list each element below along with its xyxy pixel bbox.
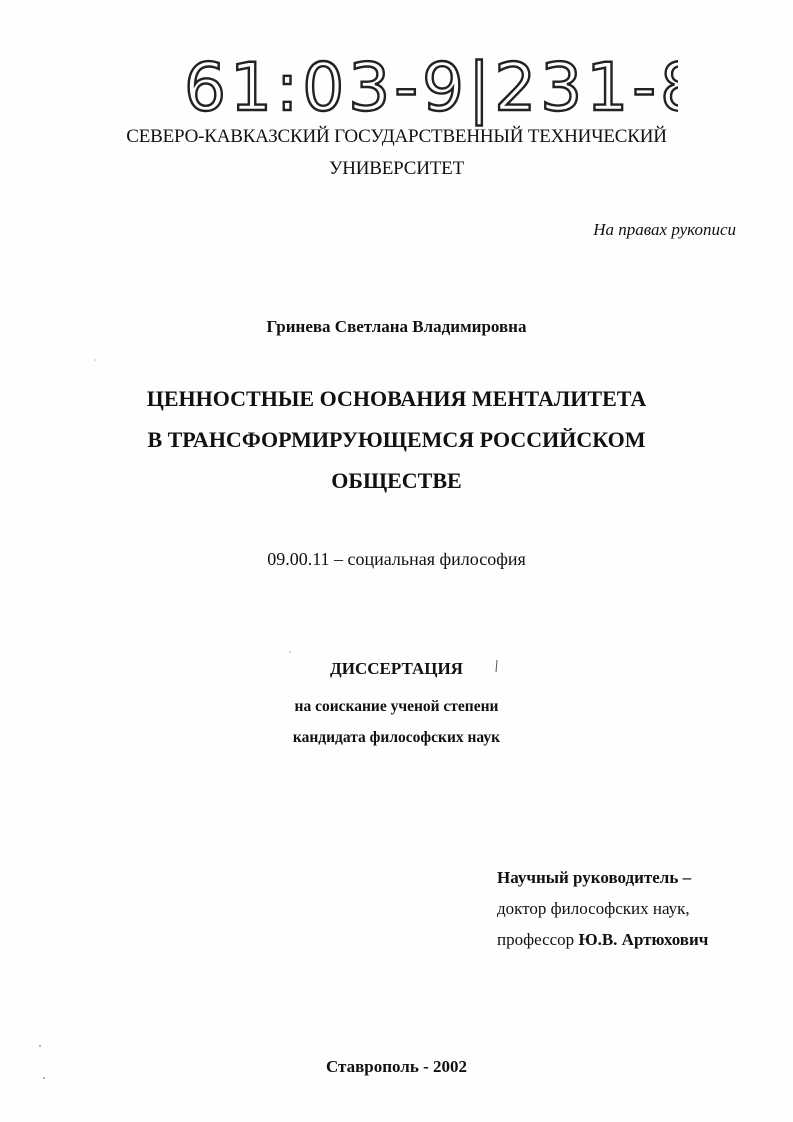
advisor-name: Ю.В. Артюхович	[578, 930, 709, 949]
advisor-rank: профессор	[497, 930, 575, 949]
manuscript-rights-note: На правах рукописи	[593, 220, 736, 239]
advisor-degree: доктор философских наук,	[497, 899, 690, 918]
handwritten-code-text: 61:03-9|231-8	[184, 49, 678, 126]
title-line-3: ОБЩЕСТВЕ	[331, 468, 462, 493]
title-line-1: ЦЕННОСТНЫЕ ОСНОВАНИЯ МЕНТАЛИТЕТА	[146, 386, 647, 411]
degree-description	[0, 691, 793, 753]
dissertation-heading: ДИССЕРТАЦИЯ	[330, 659, 463, 678]
scientific-advisor	[497, 862, 708, 955]
advisor-rank-name	[497, 924, 708, 955]
degree-line-2: кандидата философских наук	[292, 729, 501, 746]
handwritten-code-drawing	[178, 40, 678, 130]
specialty-code: 09.00.11 – социальная философия	[267, 549, 526, 569]
university-line-1: СЕВЕРО-КАВКАЗСКИЙ ГОСУДАРСТВЕННЫЙ ТЕХНИЧЕСКИЙ	[126, 126, 667, 147]
city-year: Ставрополь - 2002	[325, 1057, 467, 1076]
dissertation-title	[0, 378, 793, 501]
advisor-label: Научный руководитель –	[497, 868, 692, 887]
author-name: Гринева Светлана Владимировна	[266, 317, 527, 336]
title-line-2: В ТРАНСФОРМИРУЮЩЕМСЯ РОССИЙСКОМ	[147, 427, 646, 452]
handwritten-catalog-code	[178, 40, 678, 130]
university-name	[0, 121, 793, 185]
degree-line-1: на соискание ученой степени	[294, 698, 499, 715]
university-line-2: УНИВЕРСИТЕТ	[329, 158, 464, 179]
